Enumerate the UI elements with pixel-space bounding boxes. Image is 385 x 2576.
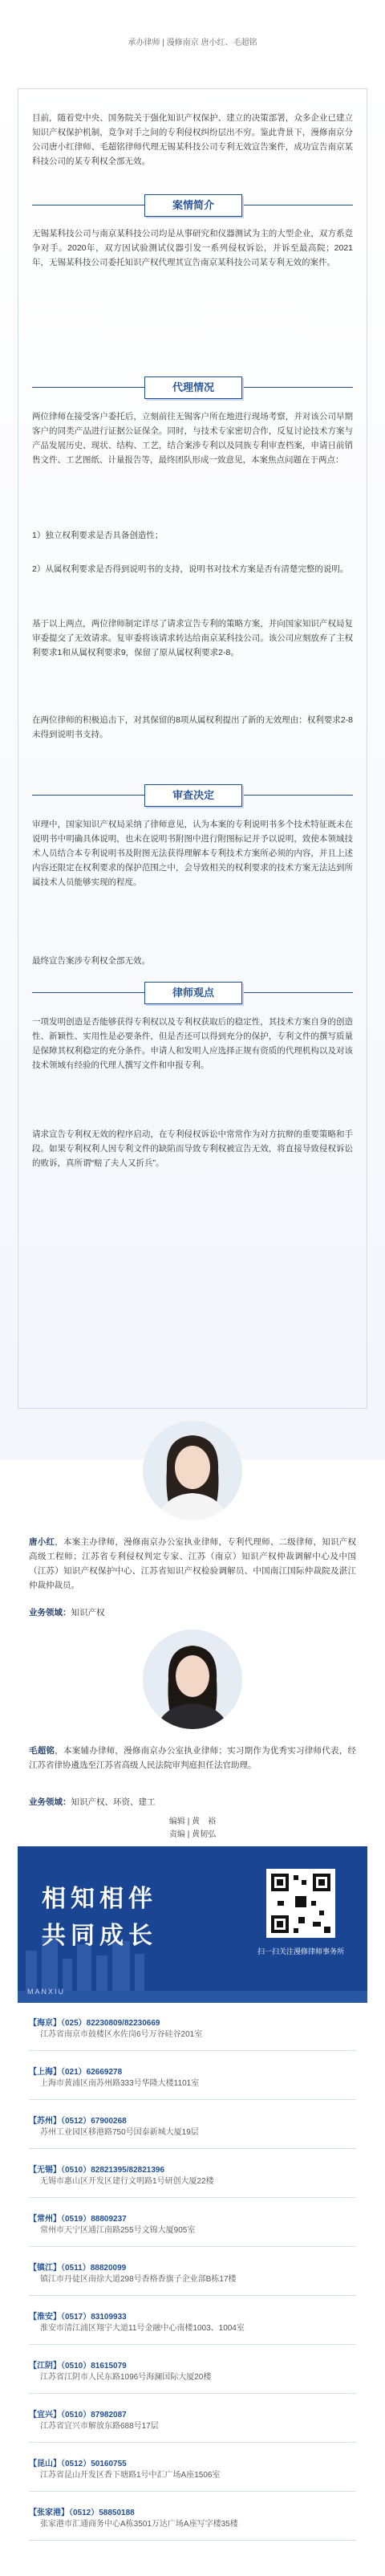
section-title-case-summary: 案情简介 xyxy=(144,194,242,217)
office-name: 【苏州】（0512）67900268 xyxy=(29,2117,127,2126)
office-item xyxy=(29,2165,358,2187)
office-item xyxy=(29,2018,358,2041)
office-name: 【常州】（0519）88809237 xyxy=(29,2215,127,2224)
office-divider xyxy=(29,2050,356,2051)
office-item xyxy=(29,2508,358,2530)
case-summary-paragraph: 无锡某科技公司与南京某科技公司均是从事研究和仪器测试为主的大型企业，双方系竞争对手。2020年，双方因试验测试仪器引发一系列侵权诉讼，并诉至最高院；2021年，无锡某科技公司委托知识产权代理其宣告南京某科技公司某专利无效的案件。 xyxy=(32,229,353,267)
banner-brand: MANXIU xyxy=(27,1988,66,1996)
office-name: 【张家港】（0512）58850188 xyxy=(29,2509,135,2517)
qr-caption: 扫一扫关注漫修律师事务所 xyxy=(257,1947,344,1955)
representation-paragraph-4: 基于以上两点，两位律师制定详尽了请求宣告专利的策略方案，并向国家知识产权局复审委提交了无效请求。复审委将该请求转达给南京某科技公司。该公司应刻放弃了主权利要求1和从属权利要求9，保留了原从属权利要求2-8。 xyxy=(32,619,353,657)
lawyer-bio: ，本案辅办律师，漫修南京办公室执业律师；实习期作为优秀实习律师代表，经江苏省律协遴选至江苏省高级人民法院审判庭担任法官助理。 xyxy=(29,1746,357,1770)
office-item xyxy=(29,2067,358,2090)
lawyer-bio-mao xyxy=(29,1744,356,1772)
area-value: 知识产权、环资、建工 xyxy=(71,1797,156,1807)
area-label: 业务领域： xyxy=(29,1608,71,1618)
editor-credits xyxy=(0,1816,385,1841)
office-item xyxy=(29,2312,358,2334)
office-name: 【上海】（021）62669278 xyxy=(29,2068,123,2077)
office-address: 常州市天宁区通江南路255号文锦大厦905室 xyxy=(40,2226,196,2235)
office-address: 江苏省宜兴市解放东路688号17层 xyxy=(40,2422,159,2431)
representation-paragraph-1: 两位律师在接受客户委托后，立刻前往无锡客户所在地进行现场考察，并对该公司早期客户的同类产品进行证据公证保全。同时，与技术专家密切合作，反复讨论技术方案与产品发展历史、现状、结构、工艺，结合案涉专利以及同族专利审查档案，申请日前销售文件、工艺图纸、计量报告等，最终团队形成一致意见，本案焦点问题在于两点： xyxy=(32,412,353,465)
lawyer-bio-tang xyxy=(29,1535,356,1593)
office-divider xyxy=(29,2295,356,2296)
office-divider xyxy=(29,2442,356,2443)
follow-banner xyxy=(18,1846,367,2003)
office-item xyxy=(29,2459,358,2481)
office-item xyxy=(29,2214,358,2236)
editor-reviewer: 责编 | 黄韧弘 xyxy=(168,1830,217,1839)
lawyer-name: 毛超铭 xyxy=(29,1746,55,1756)
office-divider xyxy=(29,2344,356,2345)
decision-paragraph-1: 审理中，国家知识产权局采纳了律师意见，认为本案的专利说明书多个技术特征既未在说明书中明确具体说明，也未在说明书附图中进行附图标记并予以说明，致使本领域技术人员结合本专利说明书及附图无法获得理解本专利技术方案所必须的内容，并且上述内容还限定在权利要求的保护范围之中，会导致相关的权利要求的技术方案无法达到所属技术人员能够实现的程度。 xyxy=(32,820,353,887)
qr-code-icon xyxy=(266,1869,335,1938)
office-address: 江苏省江阴市人民东路1096号海澜国际大厦20楼 xyxy=(40,2373,212,2382)
decision-paragraph-2: 最终宣告案涉专利权全部无效。 xyxy=(32,956,150,966)
lawyer-area-mao xyxy=(29,1795,356,1809)
representation-paragraph-2: 1）独立权利要求是否具备创造性； xyxy=(32,531,164,540)
office-divider xyxy=(29,2491,356,2492)
office-item xyxy=(29,2361,358,2383)
office-divider xyxy=(29,2393,356,2394)
banner-line-1: 相知相伴 xyxy=(42,1886,157,1912)
office-address: 江苏省昆山开发区香下塘路1号中汇广场A座1506室 xyxy=(40,2471,221,2480)
area-label: 业务领域： xyxy=(29,1797,71,1807)
section-title-review-decision: 审查决定 xyxy=(144,784,242,807)
office-address: 无锡市惠山区开发区建行文明路1号研创大厦22楼 xyxy=(40,2177,214,2186)
office-name: 【江阴】（0510）81615079 xyxy=(29,2362,127,2370)
section-title-lawyer-opinion: 律师观点 xyxy=(144,982,242,1004)
office-divider xyxy=(29,2246,356,2247)
office-name: 【宜兴】（0510）87982087 xyxy=(29,2411,127,2419)
lawyer-name: 唐小红 xyxy=(29,1537,55,1547)
office-address: 江苏省南京市鼓楼区水佐岗6号万谷硅谷201室 xyxy=(40,2030,203,2039)
office-name: 【昆山】（0512）50160755 xyxy=(29,2460,127,2468)
office-name: 【无锡】（0510）82821395/82821396 xyxy=(29,2166,165,2175)
byline: 承办律师 | 漫修南京 唐小红、毛超铭 xyxy=(128,39,257,47)
office-divider xyxy=(29,2540,356,2541)
article-frame xyxy=(18,88,367,1409)
office-address: 镇江市丹徒区南徐大道298号香格香旗子企业部B栋17楼 xyxy=(40,2275,237,2284)
opinion-paragraph-2: 请求宣告专利权无效的程序启动，在专利侵权诉讼中常常作为对方抗辩的重要策略和手段。如果专利权利人因专利文件的缺陷而导致专利权被宣告无效，将直接导致侵权诉讼的败诉，真所谓“赔了夫人又折兵”。 xyxy=(32,1129,353,1168)
office-name: 【镇江】（0511）88820099 xyxy=(29,2264,127,2273)
representation-paragraph-5: 在两位律师的积极追击下，对其保留的8项从属权利提出了新的无效理由：权利要求2-8未得到说明书支持。 xyxy=(32,715,353,739)
qr-code[interactable] xyxy=(266,1869,335,1938)
section-title-representation: 代理情况 xyxy=(144,376,242,399)
office-divider xyxy=(29,2148,356,2149)
area-value: 知识产权 xyxy=(71,1608,105,1618)
lawyer-bio: ，本案主办律师，漫修南京办公室执业律师，专利代理师、二级律师，知识产权高级工程师；江苏省专利侵权判定专家、江苏（南京）知识产权仲裁调解中心及中国（江苏）知识产权保护中心、江苏省知识产权检验调解员、中国南江国际仲裁院及湛江仲裁仲裁员。 xyxy=(29,1537,357,1590)
representation-paragraph-3: 2）从属权利要求是否得到说明书的支持，说明书对技术方案是否有清楚完整的说明。 xyxy=(32,564,349,574)
office-address: 张家港市汇通商务中心A栋3501万达广场A座写字楼35楼 xyxy=(40,2520,238,2529)
editor-editor: 编辑 | 黄 裕 xyxy=(168,1817,217,1826)
office-divider xyxy=(29,2099,356,2100)
opinion-paragraph-1: 一项发明创造是否能够获得专利权以及专利权获取后的稳定性，其技术方案自身的创造性、新颖性、实用性是必要条件，但是否还可以得到充分的保护，专利文件的撰写质量是保障其权利稳定的充分条件。申请人和发明人应选择正规有资质的代理机构以及对该技术领域有经验的代理人撰写文件和申报专利。 xyxy=(32,1017,353,1070)
office-name: 【淮安】（0517）83109933 xyxy=(29,2313,127,2322)
office-divider xyxy=(29,2197,356,2198)
intro-paragraph: 目前，随着党中央、国务院关于强化知识产权保护、建立的决策部署，众多企业已建立知识产权保护机制，竞争对手之间的专利侵权纠纷层出不穷。鉴此背景下，漫修南京分公司唐小红律师、毛超铭律师代理无锡某科技公司专利无效宣告案件，成功宣告南京某科技公司的某专利权全部无效。 xyxy=(32,113,353,166)
office-address: 苏州工业园区移港路750号国泰新城大厦19层 xyxy=(40,2128,199,2137)
avatar-icon xyxy=(143,1421,242,1520)
office-item xyxy=(29,2263,358,2285)
lawyer-photo-mao xyxy=(143,1630,242,1729)
avatar-icon xyxy=(143,1630,242,1729)
banner-line-2: 共同成长 xyxy=(42,1923,157,1949)
office-address: 淮安市清江浦区翔宇大道11号金融中心南楼1003、1004室 xyxy=(40,2324,245,2333)
office-name: 【海京】（025）82230809/82230669 xyxy=(29,2019,160,2028)
lawyer-area-tang xyxy=(29,1605,356,1620)
office-item xyxy=(29,2410,358,2432)
office-address: 上海市黄浦区南苏州路333号华隆大楼1101室 xyxy=(40,2079,200,2088)
lawyer-photo-tang xyxy=(143,1421,242,1520)
office-item xyxy=(29,2116,358,2139)
